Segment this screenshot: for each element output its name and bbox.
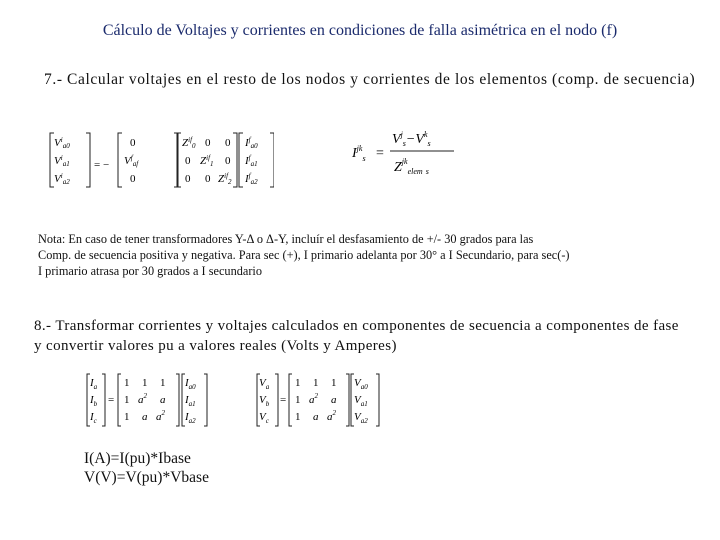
svg-text:Via2: $V^i_{a2}$ bbox=[54, 172, 70, 186]
step-7-text: 7.- Calcular voltajes en el resto de los nodos y corrientes de los elementos (comp. de secuencia) bbox=[44, 71, 696, 88]
svg-text:a: a bbox=[331, 394, 337, 406]
current-conversion: I(A)=I(pu)*Ibase bbox=[84, 450, 191, 467]
svg-text:Ifa1: $I^f_{a1}$ bbox=[245, 154, 258, 168]
svg-text:a2: $a^2$ bbox=[138, 392, 147, 406]
svg-text:Zif2: $Z^{if}_2$ bbox=[218, 172, 232, 186]
svg-text:Ijks: $I^{jk}_s$ bbox=[352, 144, 366, 163]
svg-text:0: 0 bbox=[130, 137, 136, 149]
svg-text:=: = bbox=[376, 146, 384, 161]
svg-text:1: 1 bbox=[124, 411, 130, 423]
voltage-conversion: V(V)=V(pu)*Vbase bbox=[84, 469, 209, 486]
svg-text:a2: $a^2$ bbox=[309, 392, 318, 406]
svg-text:0: 0 bbox=[225, 155, 231, 167]
page-title: Cálculo de Voltajes y corrientes en condiciones de falla asimétrica en el nodo (f) bbox=[102, 22, 618, 39]
svg-text:Ia: $I_a$ bbox=[90, 377, 98, 391]
svg-text:Ia1: $I_{a1}$ bbox=[185, 394, 196, 408]
svg-text:=: = bbox=[280, 394, 287, 406]
svg-text:Va: $V_a$ bbox=[259, 377, 270, 391]
svg-text:0: 0 bbox=[205, 137, 211, 149]
svg-text:0: 0 bbox=[185, 173, 191, 185]
svg-text:1: 1 bbox=[295, 411, 301, 423]
svg-text:0: 0 bbox=[225, 137, 231, 149]
svg-text:a: a bbox=[160, 394, 166, 406]
svg-text:1: 1 bbox=[295, 377, 301, 389]
svg-text:1: 1 bbox=[160, 377, 166, 389]
svg-text:1: 1 bbox=[142, 377, 148, 389]
svg-text:Ifa2: $I^f_{a2}$ bbox=[245, 172, 258, 186]
current-transform-matrix bbox=[84, 372, 209, 428]
note-line-3: I primario atrasa por 30 grados a I secundario bbox=[38, 264, 262, 278]
step-8-line-2: y convertir valores pu a valores reales (Volts y Amperes) bbox=[34, 338, 397, 354]
svg-text:Zjkelems: $Z^{jk}_{elem}$ s bbox=[394, 157, 429, 176]
note-line-1: Nota: En caso de tener transformadores Y-Δ o Δ-Y, incluír el desfasamiento de +/- 30 grados para las bbox=[38, 232, 534, 246]
svg-text:Vfaf: $V^f_{af}$ bbox=[124, 154, 139, 168]
step-8-text bbox=[34, 316, 694, 356]
svg-text:Ifa0: $I^f_{a0}$ bbox=[245, 136, 258, 150]
svg-text:0: 0 bbox=[205, 173, 211, 185]
svg-text:Ia2: $I_{a2}$ bbox=[185, 411, 196, 425]
transformer-note bbox=[38, 231, 688, 279]
svg-text:Va1: $V_{a1}$ bbox=[354, 394, 368, 408]
svg-text:Vc: $V_c$ bbox=[259, 411, 269, 425]
svg-text:Ic: $I_c$ bbox=[90, 411, 97, 425]
svg-text:1: 1 bbox=[295, 394, 301, 406]
svg-text:0: 0 bbox=[185, 155, 191, 167]
svg-text:a2: $a^2$ bbox=[327, 409, 336, 423]
voltage-matrix-equation bbox=[44, 130, 274, 190]
svg-text:= −: = − bbox=[94, 159, 110, 171]
svg-text:Va2: $V_{a2}$ bbox=[354, 411, 368, 425]
note-line-2: Comp. de secuencia positiva y negativa. Para sec (+), I primario adelanta por 30° a I Secundario, para sec(-) bbox=[38, 248, 570, 262]
step-8-line-1: 8.- Transformar corrientes y voltajes calculados en componentes de secuencia a componentes de fase bbox=[34, 318, 679, 334]
svg-text:a2: $a^2$ bbox=[156, 409, 165, 423]
svg-text:Zif0: $Z^{if}_0$ bbox=[182, 136, 196, 150]
svg-text:Vb: $V_b$ bbox=[259, 394, 270, 408]
svg-text:1: 1 bbox=[124, 394, 130, 406]
branch-current-formula bbox=[350, 126, 465, 181]
voltage-transform-matrix bbox=[254, 372, 382, 428]
svg-text:=: = bbox=[108, 394, 115, 406]
svg-text:Va0: $V_{a0}$ bbox=[354, 377, 368, 391]
svg-text:a: a bbox=[313, 411, 319, 423]
svg-text:Via1: $V^i_{a1}$ bbox=[54, 154, 70, 168]
pu-conversion-formulas bbox=[84, 449, 209, 487]
svg-text:1: 1 bbox=[124, 377, 130, 389]
svg-text:Vjs−Vks: $V^j_s-V^k_s$ bbox=[392, 130, 431, 148]
svg-text:Ia0: $I_{a0}$ bbox=[185, 377, 196, 391]
svg-text:Ib: $I_b$ bbox=[90, 394, 98, 408]
svg-text:1: 1 bbox=[331, 377, 337, 389]
svg-text:0: 0 bbox=[130, 173, 136, 185]
svg-text:Via0: $V^i_{a0}$ bbox=[54, 136, 70, 150]
svg-text:1: 1 bbox=[313, 377, 319, 389]
svg-text:a: a bbox=[142, 411, 148, 423]
svg-text:Zif1: $Z^{if}_1$ bbox=[200, 154, 214, 168]
